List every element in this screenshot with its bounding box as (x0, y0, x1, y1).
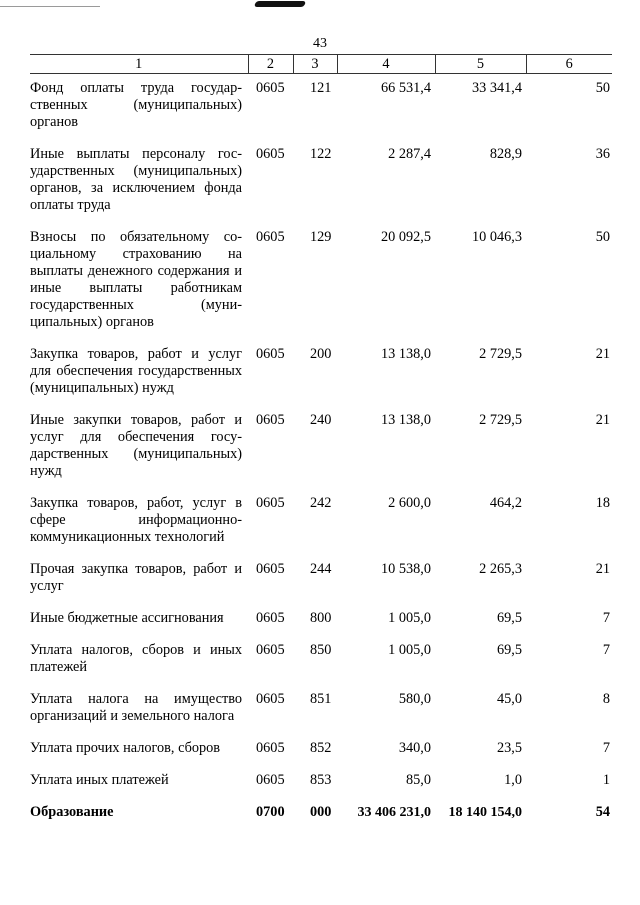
total-row (30, 802, 612, 834)
row-fact: 69,5 (496, 610, 522, 626)
row-name: Уплата налогов, сборов и иных платежей (30, 642, 242, 675)
column-header: 4 (337, 55, 435, 74)
table-row (30, 344, 612, 410)
row-code: 800 (310, 610, 332, 626)
column-header: 2 (248, 55, 293, 74)
row-fact: 464,2 (489, 495, 522, 511)
row-fact: 2 729,5 (479, 346, 522, 362)
row-fact: 828,9 (489, 146, 522, 162)
row-percent: 7 (602, 642, 610, 658)
budget-table (30, 54, 612, 834)
row-name: Уплата иных платежей (30, 772, 169, 788)
table-row (30, 770, 612, 802)
row-name: Закупка товаров, работ и услуг для обеспечения государственных (муниципальных) нужд (30, 346, 242, 396)
table-row (30, 689, 612, 738)
row-fact: 23,5 (496, 740, 522, 756)
row-percent: 8 (602, 691, 610, 707)
row-percent: 7 (602, 610, 610, 626)
row-section: 0605 (256, 740, 285, 756)
table-row (30, 640, 612, 689)
row-section: 0605 (256, 642, 285, 658)
row-fact: 33 341,4 (471, 80, 522, 96)
row-percent: 7 (602, 740, 610, 756)
column-header: 5 (435, 55, 526, 74)
row-code: 850 (310, 642, 332, 658)
row-name: Прочая закупка товаров, работ и услуг (30, 561, 242, 594)
row-plan: 2 287,4 (388, 146, 431, 162)
row-code: 122 (310, 146, 332, 162)
total-percent: 54 (595, 804, 610, 820)
table-row (30, 493, 612, 559)
scan-edge-mark (0, 6, 100, 7)
total-plan: 33 406 231,0 (357, 805, 431, 820)
row-code: 851 (310, 691, 332, 707)
row-plan: 580,0 (398, 691, 431, 707)
row-fact: 2 729,5 (479, 412, 522, 428)
row-name: Взносы по обязательному социальному страхованию на выплаты денежного содержания и иные выплаты работникам государственных (муниципальных) органов (30, 229, 242, 330)
row-plan: 13 138,0 (380, 346, 431, 362)
row-section: 0605 (256, 772, 285, 788)
row-section: 0605 (256, 229, 285, 245)
total-section: 0700 (256, 804, 285, 820)
row-percent: 18 (595, 495, 610, 511)
row-fact: 1,0 (504, 772, 522, 788)
table-row (30, 227, 612, 344)
page-number: 43 (313, 36, 327, 51)
row-fact: 2 265,3 (479, 561, 522, 577)
row-name: Фонд оплаты труда государственных (муниципальных) органов (30, 80, 242, 130)
row-section: 0605 (256, 146, 285, 162)
row-percent: 21 (595, 412, 610, 428)
column-header: 6 (526, 55, 612, 74)
column-header: 1 (30, 55, 248, 74)
row-section: 0605 (256, 610, 285, 626)
row-fact: 10 046,3 (471, 229, 522, 245)
table-row (30, 410, 612, 493)
row-name: Иные бюджетные ассигнования (30, 610, 224, 626)
table-row (30, 144, 612, 227)
row-percent: 21 (595, 561, 610, 577)
row-code: 200 (310, 346, 332, 362)
row-section: 0605 (256, 412, 285, 428)
total-code: 000 (310, 804, 332, 820)
row-code: 240 (310, 412, 332, 428)
row-percent: 1 (602, 772, 610, 788)
table-header (30, 55, 612, 74)
row-name: Иные закупки товаров, работ и услуг для обеспечения государственных (муниципальных) нужд (30, 412, 242, 479)
row-percent: 50 (595, 80, 610, 96)
row-plan: 1 005,0 (388, 642, 431, 658)
row-plan: 340,0 (398, 740, 431, 756)
row-plan: 20 092,5 (380, 229, 431, 245)
table-row (30, 74, 612, 145)
row-name: Закупка товаров, работ, услуг в сфере информационно-коммуникационных технологий (30, 495, 242, 545)
row-fact: 69,5 (496, 642, 522, 658)
table-row (30, 608, 612, 640)
total-name: Образование (30, 804, 114, 820)
row-percent: 36 (595, 146, 610, 162)
row-name: Иные выплаты персоналу государственных (муниципальных) органов, за исключением фонда оплаты труда (30, 146, 242, 213)
row-percent: 21 (595, 346, 610, 362)
row-code: 121 (310, 80, 332, 96)
row-section: 0605 (256, 346, 285, 362)
table-row (30, 738, 612, 770)
row-plan: 10 538,0 (380, 561, 431, 577)
row-plan: 1 005,0 (388, 610, 431, 626)
row-plan: 13 138,0 (380, 412, 431, 428)
row-code: 244 (310, 561, 332, 577)
row-percent: 50 (595, 229, 610, 245)
row-code: 242 (310, 495, 332, 511)
column-header: 3 (293, 55, 337, 74)
row-plan: 85,0 (405, 772, 431, 788)
row-plan: 2 600,0 (388, 495, 431, 511)
table-body (30, 74, 612, 835)
row-fact: 45,0 (496, 691, 522, 707)
row-section: 0605 (256, 80, 285, 96)
scan-artifact (254, 1, 306, 7)
row-section: 0605 (256, 495, 285, 511)
row-code: 129 (310, 229, 332, 245)
row-section: 0605 (256, 691, 285, 707)
table-row (30, 559, 612, 608)
row-section: 0605 (256, 561, 285, 577)
row-name: Уплата налога на имущество организаций и земельного налога (30, 691, 242, 724)
row-code: 853 (310, 772, 332, 788)
row-name: Уплата прочих налогов, сборов (30, 740, 221, 756)
total-fact: 18 140 154,0 (448, 805, 522, 820)
row-plan: 66 531,4 (380, 80, 431, 96)
row-code: 852 (310, 740, 332, 756)
